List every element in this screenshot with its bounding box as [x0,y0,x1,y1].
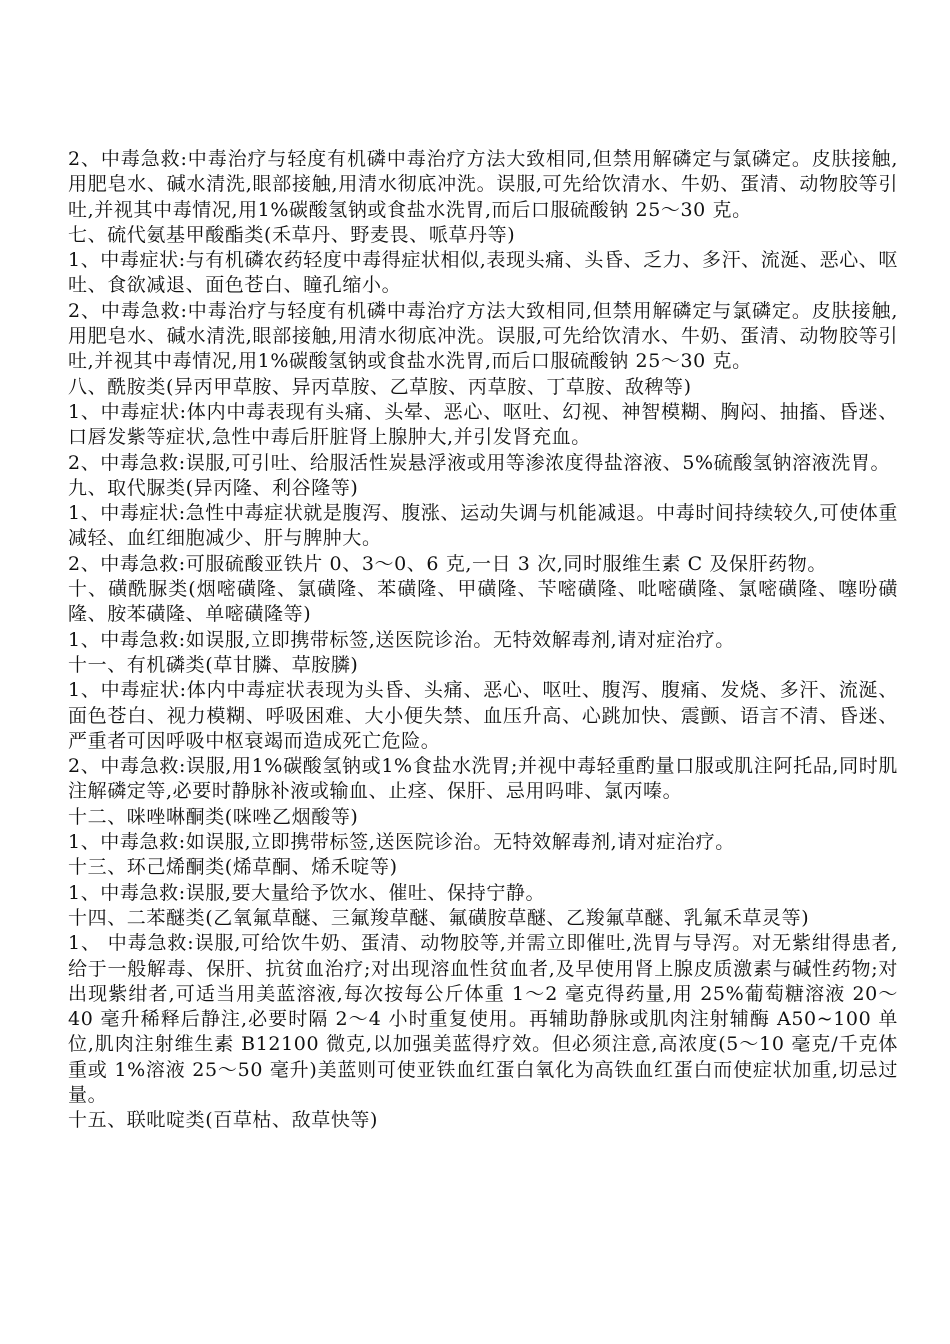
paragraph-emergency-9: 2、中毒急救:可服硫酸亚铁片 0、3～0、6 克,一日 3 次,同时服维生素 C 及保肝药物。 [68,552,827,575]
section-heading-11: 十一、有机磷类(草甘膦、草胺膦) [68,653,359,676]
paragraph-symptoms-11: 1、中毒症状:体内中毒症状表现为头昏、头痛、恶心、呕吐、腹泻、腹痛、发烧、多汗、流涎、面色苍白、视力模糊、呼吸困难、大小便失禁、血压升高、心跳加快、震颤、语言不清、昏迷、严重者可因呼吸中枢衰竭而造成死亡危险。 [68,679,898,752]
section-heading-14: 十四、二苯醚类(乙氧氟草醚、三氟羧草醚、氟磺胺草醚、乙羧氟草醚、乳氟禾草灵等) [68,906,810,929]
document-page [68,147,898,1134]
paragraph-symptoms-8: 1、中毒症状:体内中毒表现有头痛、头晕、恶心、呕吐、幻视、神智模糊、胸闷、抽搐、昏迷、口唇发紫等症状,急性中毒后肝脏肾上腺肿大,并引发肾充血。 [68,400,898,449]
paragraph-emergency-10: 1、中毒急救:如误服,立即携带标签,送医院诊治。无特效解毒剂,请对症治疗。 [68,628,735,651]
paragraph-symptoms-7: 1、中毒症状:与有机磷农药轻度中毒得症状相似,表现头痛、头昏、乏力、多汗、流涎、恶心、呕吐、食欲减退、面色苍白、瞳孔缩小。 [68,249,898,297]
paragraph-emergency-12: 1、中毒急救:如误服,立即携带标签,送医院诊治。无特效解毒剂,请对症治疗。 [68,831,735,854]
paragraph-emergency-treatment-1: 2、中毒急救:中毒治疗与轻度有机磷中毒治疗方法大致相同,但禁用解磷定与氯磷定。皮肤接触,用肥皂水、碱水清洗,眼部接触,用清水彻底冲洗。误服,可先给饮清水、牛奶、蛋清、动物胶等引吐,并视其中毒情况,用1%碳酸氢钠或食盐水洗胃,而后口服硫酸钠 25～30 克。 [68,148,898,221]
paragraph-emergency-14: 1、 中毒急救:误服,可给饮牛奶、蛋清、动物胶等,并需立即催吐,洗胃与导泻。对无紫绀得患者,给于一般解毒、保肝、抗贫血治疗;对出现溶血性贫血者,及早使用肾上腺皮质激素与碱性药物;对出现紫绀者,可适当用美蓝溶液,每次按每公斤体重 1～2 毫克得药量,用 25%葡萄糖溶液 20～40 毫升稀释后静注,必要时隔 2～4 小时重复使用。再辅助静脉或肌肉注射辅酶 A50~100 单位,肌肉注射维生素 B12100 微克,以加强美蓝得疗效。但必须注意,高浓度(5～10 毫克/千克体重或 1%溶液 25～50 毫升)美蓝则可使亚铁血红蛋白氧化为高铁血红蛋白而使症状加重,切忌过量。 [68,932,898,1106]
paragraph-emergency-13: 1、中毒急救:误服,要大量给予饮水、催吐、保持宁静。 [68,881,546,904]
section-heading-8: 八、酰胺类(异丙甲草胺、异丙草胺、乙草胺、丙草胺、丁草胺、敌稗等) [68,375,692,398]
section-heading-12: 十二、咪唑啉酮类(咪唑乙烟酸等) [68,805,359,828]
paragraph-emergency-8: 2、中毒急救:误服,可引吐、给服活性炭悬浮液或用等渗浓度得盐溶液、5%硫酸氢钠溶液洗胃。 [68,451,891,474]
paragraph-symptoms-9: 1、中毒症状:急性中毒症状就是腹泻、腹涨、运动失调与机能减退。中毒时间持续较久,可使体重减轻、血红细胞减少、肝与脾肿大。 [68,502,898,550]
section-heading-7: 七、硫代氨基甲酸酯类(禾草丹、野麦畏、哌草丹等) [68,223,516,246]
section-heading-9: 九、取代脲类(异丙隆、利谷隆等) [68,476,359,499]
paragraph-emergency-11: 2、中毒急救:误服,用1%碳酸氢钠或1%食盐水洗胃;并视中毒轻重酌量口服或肌注阿托品,同时肌注解磷定等,必要时静脉补液或输血、止痉、保肝、忌用吗啡、氯丙嗪。 [68,755,898,803]
section-heading-15: 十五、联吡啶类(百草枯、敌草快等) [68,1109,379,1132]
section-heading-13: 十三、环己烯酮类(烯草酮、烯禾啶等) [68,856,398,879]
section-heading-10: 十、磺酰脲类(烟嘧磺隆、氯磺隆、苯磺隆、甲磺隆、苄嘧磺隆、吡嘧磺隆、氯嘧磺隆、噻吩磺隆、胺苯磺隆、单嘧磺隆等) [68,578,898,626]
paragraph-emergency-7: 2、中毒急救:中毒治疗与轻度有机磷中毒治疗方法大致相同,但禁用解磷定与氯磷定。皮肤接触,用肥皂水、碱水清洗,眼部接触,用清水彻底冲洗。误服,可先给饮清水、牛奶、蛋清、动物胶等引吐,并视其中毒情况,用1%碳酸氢钠或食盐水洗胃,而后口服硫酸钠 25～30 克。 [68,299,898,373]
